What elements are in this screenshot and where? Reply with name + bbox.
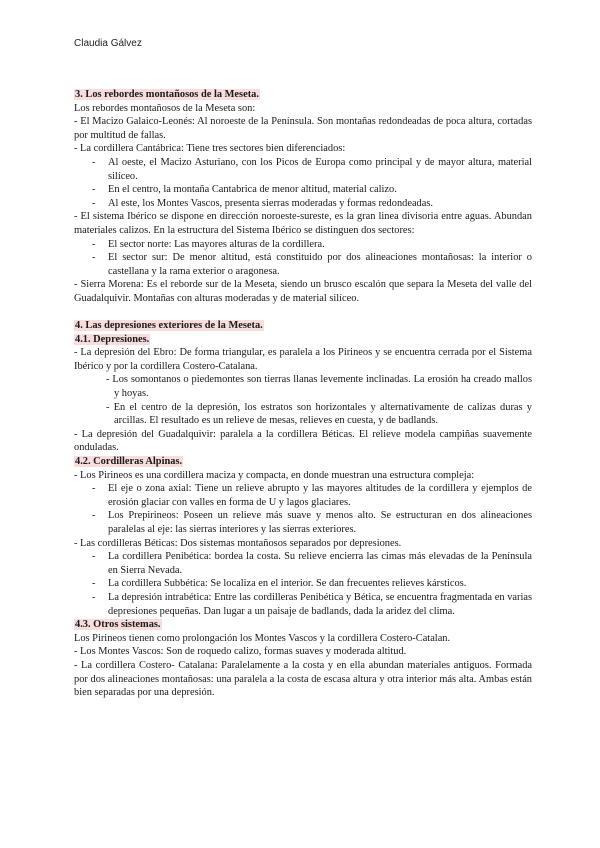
cantabrica-list (74, 156, 532, 210)
otros-intro-paragraph: Los Pirineos tienen como prolongación los Montes Vascos y la cordillera Costero-Catalan. (74, 632, 451, 644)
subsection-4-3-heading: 4.3. Otros sistemas. (75, 619, 161, 631)
list-item: - La cordillera Penibética: bordea la costa. Su relieve encierra las cimas más elevadas de la Península en Sierra Nevada. (74, 550, 532, 577)
section-3-intro: Los rebordes montañosos de la Meseta son: (74, 102, 256, 114)
list-item: - Los Prepirineos: Poseen un relieve más suave y menos alto. Se estructuran en dos alineaciones paralelas al eje: las sierras interiores y las sierras exteriores. (74, 509, 532, 536)
beticas-paragraph: - Las cordilleras Béticas: Dos sistemas montañosos separados por depresiones. (74, 537, 402, 549)
list-item: - La cordillera Subbética: Se localiza en el interior. Se dan frecuentes relieves kársticos. (74, 577, 532, 591)
ebro-list (74, 373, 532, 427)
vascos-paragraph: - Los Montes Vascos: Son de roquedo calizo, formas suaves y moderada altitud. (74, 646, 407, 658)
section-3-heading: 3. Los rebordes montañosos de la Meseta. (75, 89, 259, 100)
guadalquivir-paragraph: - La depresión del Guadalquivir: paralela a la cordillera Béticas. El relieve modela campiñas suavemente onduladas. (74, 428, 532, 454)
list-item: - En el centro, la montaña Cantabrica de menor altitud, material calizo. (74, 183, 532, 197)
beticas-list (74, 550, 532, 618)
cantabrica-paragraph: - La cordillera Cantábrica: Tiene tres sectores bien diferenciados: (74, 143, 346, 155)
pirineos-paragraph: - Los Pirineos es una cordillera maciza y compacta, en donde muestran una estructura compleja: (74, 469, 475, 481)
list-item: - El sector sur: De menor altitud, está constituido por dos alineaciones montañosas: la interior o castellana y la rama exterior o aragonesa. (74, 251, 532, 278)
list-item: - Al oeste, el Macizo Asturiano, con los Picos de Europa como principal y de mayor altura, material silíceo. (74, 156, 532, 183)
pirineos-list (74, 482, 532, 536)
list-item: - El eje o zona axial: Tiene un relieve abrupto y las mayores altitudes de la cordillera y ejemplos de erosión glaciar con valles en forma de U y lagos glaciares. (74, 482, 532, 509)
author-name: Claudia Gálvez (74, 38, 142, 49)
list-item: - El sector norte: Las mayores alturas de la cordillera. (74, 238, 532, 252)
subsection-4-2-heading: 4.2. Cordilleras Alpinas. (75, 456, 183, 468)
list-item: - En el centro de la depresión, los estratos son horizontales y alternativamente de calizas duras y arcillas. El resultado es un relieve de mesas, relieves en cuesta, y de badlands. (106, 401, 532, 427)
list-item: - Al este, los Montes Vascos, presenta sierras moderadas y formas redondeadas. (74, 197, 532, 211)
costero-paragraph: - La cordillera Costero- Catalana: Paralelamente a la costa y en ella abundan materiales antiguos. Formada por dos alineaciones montañosas: una paralela a la costa de escasa altura y otra interior más alta. Ambas están bien separadas por una depresión. (74, 659, 532, 699)
subsection-4-1-heading: 4.1. Depresiones. (75, 333, 150, 345)
list-item: - Los somontanos o piedemontes son tierras llanas levemente inclinadas. La erosión ha creado mallos y hoyas. (106, 374, 532, 400)
document-body (74, 88, 532, 700)
iberico-list (74, 238, 532, 279)
ebro-paragraph: - La depresión del Ebro: De forma triangular, es paralela a los Pirineos y se encuentra cerrada por el Sistema Ibérico y por la cordillera Costero-Catalana. (74, 347, 532, 372)
section-4-heading: 4. Las depresiones exteriores de la Meseta. (75, 320, 263, 332)
galaico-paragraph: - El Macizo Galaico-Leonés: Al noroeste de la Península. Son montañas redondeadas de poca altura, cortadas por multitud de fallas. (74, 116, 532, 141)
morena-paragraph: - Sierra Morena: Es el reborde sur de la Meseta, siendo un brusco escalón que separa la Meseta del valle del Guadalquivir. Montañas con alturas moderadas y de material silíceo. (74, 279, 532, 304)
list-item: - La depresión intrabética: Entre las cordilleras Penibética y Bética, se encuentra fragmentada en varias depresiones pequeñas. Dan lugar a un paisaje de badlands, dada la aridez del clima. (74, 591, 532, 618)
iberico-paragraph: - El sistema Ibérico se dispone en dirección noroeste-sureste, es la gran linea divisoria entre aguas. Abundan materiales calizos. En la estructura del Sistema Ibérico se distinguen dos sectores: (74, 211, 532, 236)
